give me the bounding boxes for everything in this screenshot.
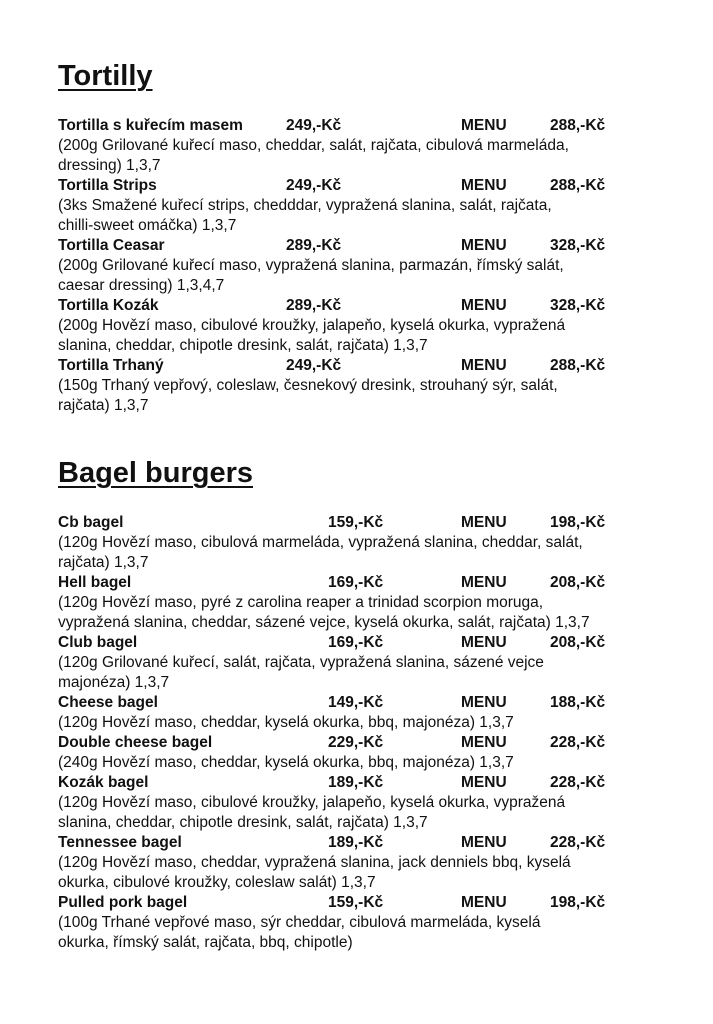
menu-item <box>58 176 678 236</box>
menu-item <box>58 356 678 416</box>
menu-item <box>58 893 678 953</box>
item-description: vypražená slanina, cheddar, sázené vejce, kyselá okurka, salát, rajčata) 1,3,7 <box>58 614 590 631</box>
item-description: caesar dressing) 1,3,4,7 <box>58 277 225 294</box>
item-price: 149,-Kč <box>328 694 384 711</box>
item-price: 249,-Kč <box>286 117 342 134</box>
menu-item <box>58 633 678 693</box>
item-description: chilli-sweet omáčka) 1,3,7 <box>58 217 237 234</box>
menu-item <box>58 116 678 176</box>
item-description: (150g Trhaný vepřový, coleslaw, česnekový dresink, strouhaný sýr, salát, <box>58 377 558 394</box>
item-name: Kozák bagel <box>58 774 149 791</box>
menu-label: MENU <box>461 117 507 134</box>
item-price: 289,-Kč <box>286 297 342 314</box>
menu-item <box>58 693 678 733</box>
item-price: 159,-Kč <box>328 894 384 911</box>
menu-price: 198,-Kč <box>550 514 606 531</box>
item-description: okurka, římský salát, rajčata, bbq, chipotle) <box>58 934 353 951</box>
item-description: (240g Hovězí maso, cheddar, kyselá okurka, bbq, majonéza) 1,3,7 <box>58 754 514 771</box>
menu-item <box>58 833 678 893</box>
menu-price: 328,-Kč <box>550 237 606 254</box>
item-description: slanina, cheddar, chipotle dresink, salát, rajčata) 1,3,7 <box>58 337 428 354</box>
item-name: Double cheese bagel <box>58 734 213 751</box>
menu-item-header <box>58 773 678 793</box>
menu-label: MENU <box>461 694 507 711</box>
menu-label: MENU <box>461 894 507 911</box>
menu-label: MENU <box>461 177 507 194</box>
item-name: Tortilla Kozák <box>58 297 159 314</box>
menu-item <box>58 296 678 356</box>
item-description: (120g Hovězí maso, cheddar, vypražená slanina, jack denniels bbq, kyselá <box>58 854 571 871</box>
menu-item-header <box>58 833 678 853</box>
menu-list <box>58 513 678 953</box>
menu-item <box>58 773 678 833</box>
menu-price: 208,-Kč <box>550 574 606 591</box>
item-description: (3ks Smažené kuřecí strips, chedddar, vypražená slanina, salát, rajčata, <box>58 197 552 214</box>
menu-item-header <box>58 513 678 533</box>
item-price: 249,-Kč <box>286 177 342 194</box>
menu-label: MENU <box>461 574 507 591</box>
menu-price: 228,-Kč <box>550 834 606 851</box>
item-price: 289,-Kč <box>286 237 342 254</box>
section-tortilly <box>58 58 678 416</box>
menu-item-header <box>58 573 678 593</box>
item-description: majonéza) 1,3,7 <box>58 674 170 691</box>
item-price: 189,-Kč <box>328 834 384 851</box>
menu-label: MENU <box>461 774 507 791</box>
item-description: (100g Trhané vepřové maso, sýr cheddar, cibulová marmeláda, kyselá <box>58 914 541 931</box>
item-description: okurka, cibulové kroužky, coleslaw salát) 1,3,7 <box>58 874 376 891</box>
item-description: (120g Hovězí maso, cheddar, kyselá okurka, bbq, majonéza) 1,3,7 <box>58 714 514 731</box>
item-description: (200g Grilované kuřecí maso, vypražená slanina, parmazán, římský salát, <box>58 257 564 274</box>
item-name: Tortilla Strips <box>58 177 157 194</box>
section-bagel-burgers <box>58 455 678 953</box>
menu-item-header <box>58 236 678 256</box>
menu-item-header <box>58 633 678 653</box>
item-price: 169,-Kč <box>328 634 384 651</box>
menu-price: 228,-Kč <box>550 774 606 791</box>
menu-item-header <box>58 733 678 753</box>
menu-item <box>58 513 678 573</box>
item-name: Cb bagel <box>58 514 124 531</box>
menu-item-header <box>58 893 678 913</box>
item-price: 189,-Kč <box>328 774 384 791</box>
item-description: rajčata) 1,3,7 <box>58 554 149 571</box>
menu-label: MENU <box>461 237 507 254</box>
item-description: (120g Hovězí maso, cibulové kroužky, jalapeňo, kyselá okurka, vypražená <box>58 794 566 811</box>
menu-label: MENU <box>461 834 507 851</box>
item-description: rajčata) 1,3,7 <box>58 397 149 414</box>
menu-price: 208,-Kč <box>550 634 606 651</box>
menu-item-header <box>58 176 678 196</box>
menu-label: MENU <box>461 357 507 374</box>
menu-item-header <box>58 296 678 316</box>
menu-price: 288,-Kč <box>550 357 606 374</box>
menu-item <box>58 236 678 296</box>
item-name: Tortilla Trhaný <box>58 357 164 374</box>
menu-price: 288,-Kč <box>550 177 606 194</box>
item-price: 229,-Kč <box>328 734 384 751</box>
menu-label: MENU <box>461 734 507 751</box>
menu-list <box>58 116 678 416</box>
menu-price: 198,-Kč <box>550 894 606 911</box>
menu-item <box>58 573 678 633</box>
section-title: Bagel burgers <box>58 457 253 489</box>
item-name: Tortilla s kuřecím masem <box>58 117 243 134</box>
item-name: Club bagel <box>58 634 138 651</box>
item-name: Cheese bagel <box>58 694 158 711</box>
section-title: Tortilly <box>58 60 153 92</box>
item-description: (200g Grilované kuřecí maso, cheddar, salát, rajčata, cibulová marmeláda, <box>58 137 569 154</box>
item-name: Tortilla Ceasar <box>58 237 165 254</box>
menu-label: MENU <box>461 514 507 531</box>
menu-price: 188,-Kč <box>550 694 606 711</box>
item-description: (120g Hovězí maso, pyré z carolina reaper a trinidad scorpion moruga, <box>58 594 544 611</box>
item-description: (120g Grilované kuřecí, salát, rajčata, vypražená slanina, sázené vejce <box>58 654 544 671</box>
item-price: 249,-Kč <box>286 357 342 374</box>
menu-label: MENU <box>461 634 507 651</box>
menu-label: MENU <box>461 297 507 314</box>
item-description: (120g Hovězí maso, cibulová marmeláda, vypražená slanina, cheddar, salát, <box>58 534 583 551</box>
menu-price: 288,-Kč <box>550 117 606 134</box>
menu-price: 328,-Kč <box>550 297 606 314</box>
item-name: Hell bagel <box>58 574 132 591</box>
menu-item <box>58 733 678 773</box>
item-description: slanina, cheddar, chipotle dresink, salát, rajčata) 1,3,7 <box>58 814 428 831</box>
item-name: Pulled pork bagel <box>58 894 188 911</box>
menu-price: 228,-Kč <box>550 734 606 751</box>
menu-item-header <box>58 356 678 376</box>
item-price: 159,-Kč <box>328 514 384 531</box>
menu-item-header <box>58 693 678 713</box>
item-description: dressing) 1,3,7 <box>58 157 161 174</box>
item-name: Tennessee bagel <box>58 834 182 851</box>
item-price: 169,-Kč <box>328 574 384 591</box>
item-description: (200g Hovězí maso, cibulové kroužky, jalapeňo, kyselá okurka, vypražená <box>58 317 566 334</box>
menu-item-header <box>58 116 678 136</box>
